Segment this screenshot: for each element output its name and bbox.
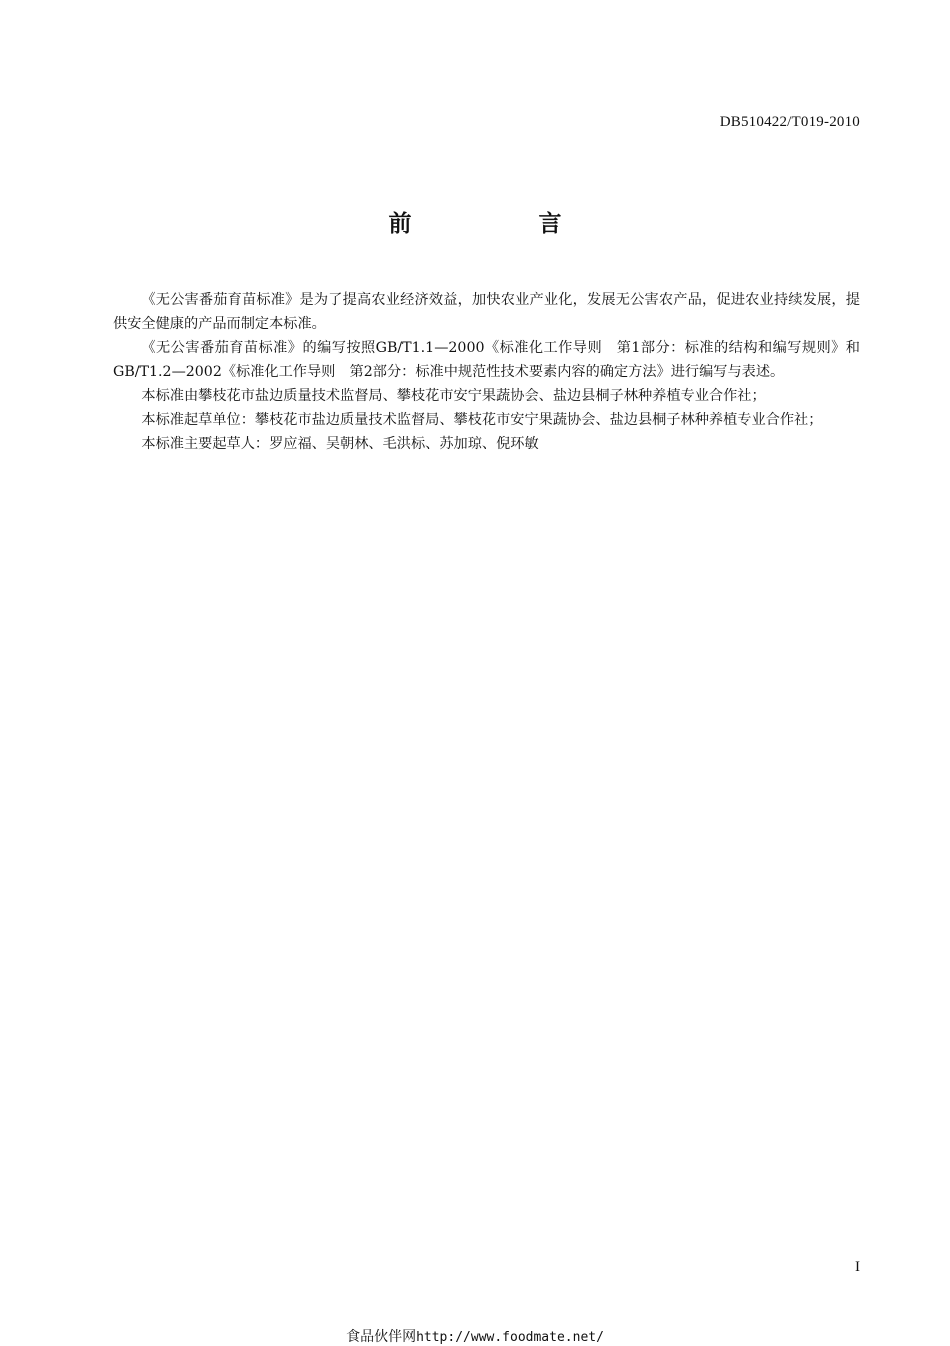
page-title: 前 言 <box>388 211 614 237</box>
foreword-body <box>113 288 860 456</box>
paragraph-purpose: 《无公害番茄育苗标准》是为了提高农业经济效益，加快农业产业化，发展无公害农产品，促进农业持续发展，提供安全健康的产品而制定本标准。 <box>113 292 860 332</box>
footer-url[interactable]: http://www.foodmate.net/ <box>416 1330 604 1345</box>
paragraph-proposer: 本标准由攀枝花市盐边质量技术监督局、攀枝花市安宁果蔬协会、盐边县桐子林种养植专业合作社； <box>141 388 766 404</box>
paragraph-drafting-units: 本标准起草单位：攀枝花市盐边质量技术监督局、攀枝花市安宁果蔬协会、盐边县桐子林种养植专业合作社； <box>141 412 823 428</box>
footer-watermark <box>0 1326 950 1346</box>
paragraph-drafters: 本标准主要起草人：罗应福、吴朝林、毛洪标、苏加琼、倪环敏 <box>141 436 539 452</box>
paragraph-drafting-rules: 《无公害番茄育苗标准》的编写按照GB/T1.1—2000《标准化工作导则 第1部分：标准的结构和编写规则》和GB/T1.2—2002《标准化工作导则 第2部分：标准中规范性技术要素内容的确定方法》进行编写与表述。 <box>113 340 860 380</box>
document-code: DB510422/T019-2010 <box>719 114 860 130</box>
footer-site-name: 食品伙伴网 <box>346 1329 417 1345</box>
page-number: I <box>855 1259 860 1275</box>
